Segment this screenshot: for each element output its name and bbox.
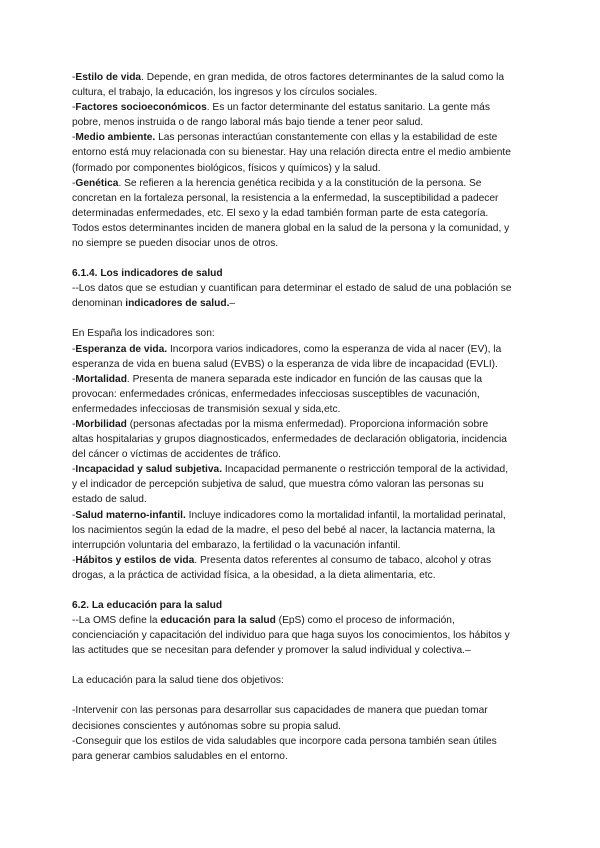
- indicator-morbidity: -Morbilidad (personas afectadas por la misma enfermedad). Proporciona información sobre altas hospitalarias y grupos diagnosticados, enfermedades de declaración obligatoria, incidencia del cáncer o víctimas de accidentes de tráfico.: [72, 418, 507, 461]
- objective-item: -Intervenir con las personas para desarrollar sus capacidades de manera que puedan tomar decisiones conscientes y autónomas sobre su propia salud.: [72, 705, 488, 732]
- term-genetics: Genética: [75, 177, 119, 189]
- health-education-definition: --La OMS define la educación para la salud (EpS) como el proceso de información, concienciación y capacitación del individuo para que haga suyos los conocimientos, los hábitos y las actitudes que se necesitan para defender y promover la salud individual y colectiva.–: [72, 615, 510, 657]
- determinant-socioeconomic: -Factores socioeconómicos. Es un factor determinante del estatus sanitario. La gente más pobre, menos instruida o de rango laboral más bajo tiende a tener peor salud.: [72, 102, 490, 129]
- indicators-intro: En España los indicadores son:: [72, 328, 215, 340]
- indicator-life-expectancy: -Esperanza de vida. Incorpora varios indicadores, como la esperanza de vida al nacer (EV), la esperanza de vida en buena salud (EVBS) o la esperanza de vida libre de incapacidad (EVLI).: [72, 343, 502, 370]
- term-lifestyle: Estilo de vida: [75, 72, 142, 83]
- term-socioeconomic: Factores socioeconómicos: [75, 102, 207, 114]
- objective-item: -Conseguir que los estilos de vida saludables que incorpore cada persona también sean útiles para generar cambios saludables en el entorno.: [72, 735, 497, 762]
- indicator-maternal-child: -Salud materno-infantil. Incluye indicadores como la mortalidad infantil, la mortalidad perinatal, los nacimientos según la edad de la madre, el peso del bebé al nacer, la lactancia materna, la interrupción voluntaria del embarazo, la fertilidad o la vacunación infantil.: [72, 509, 506, 551]
- indicator-habits: -Hábitos y estilos de vida. Presenta datos referentes al consumo de tabaco, alcohol y otras drogas, a la práctica de actividad física, a la obesidad, a la dieta alimentaria, etc.: [72, 554, 492, 581]
- objectives-intro: La educación para la salud tiene dos objetivos:: [72, 675, 284, 687]
- indicators-definition: --Los datos que se estudian y cuantifican para determinar el estado de salud de una población se denominan indicadores de salud.–: [72, 283, 512, 310]
- section-heading-indicators: 6.1.4. Los indicadores de salud: [72, 268, 223, 280]
- indicator-mortality: -Mortalidad. Presenta de manera separada este indicador en función de las causas que la provocan: enfermedades crónicas, enfermedades infecciosas susceptibles de vacunación, enfermedades infecciosas de transmisión sexual y sida,etc.: [72, 373, 483, 415]
- indicator-disability: -Incapacidad y salud subjetiva. Incapacidad permanente o restricción temporal de la actividad, y el indicador de percepción subjetiva de salud, que muestra cómo valoran las personas su estado de salud.: [72, 464, 509, 506]
- determinant-lifestyle: -Estilo de vida. Depende, en gran medida, de otros factores determinantes de la salud como la cultura, el trabajo, la educación, los ingresos y los círculos sociales.: [72, 72, 505, 99]
- document-page: [72, 70, 512, 764]
- determinant-environment: -Medio ambiente. Las personas interactúan constantemente con ellas y la estabilidad de este entorno está muy relacionada con su bienestar. Hay una relación directa entre el medio ambiente (formado por componentes biológicos, físicos y químicos) y la salud.: [72, 132, 511, 174]
- term-environment: Medio ambiente.: [75, 132, 156, 144]
- determinant-genetics: -Genética. Se refieren a la herencia genética recibida y a la constitución de la persona. Se concretan en la fortaleza personal, la resistencia a la enfermedad, la susceptibilidad a padecer determinadas enfermedades, etc. El sexo y la edad también forman parte de esta categoría. Todos estos determinantes inciden de manera global en la salud de la persona y la comunidad, y no siempre se pueden disociar unos de otros.: [72, 177, 510, 250]
- section-heading-health-education: 6.2. La educación para la salud: [72, 600, 223, 611]
